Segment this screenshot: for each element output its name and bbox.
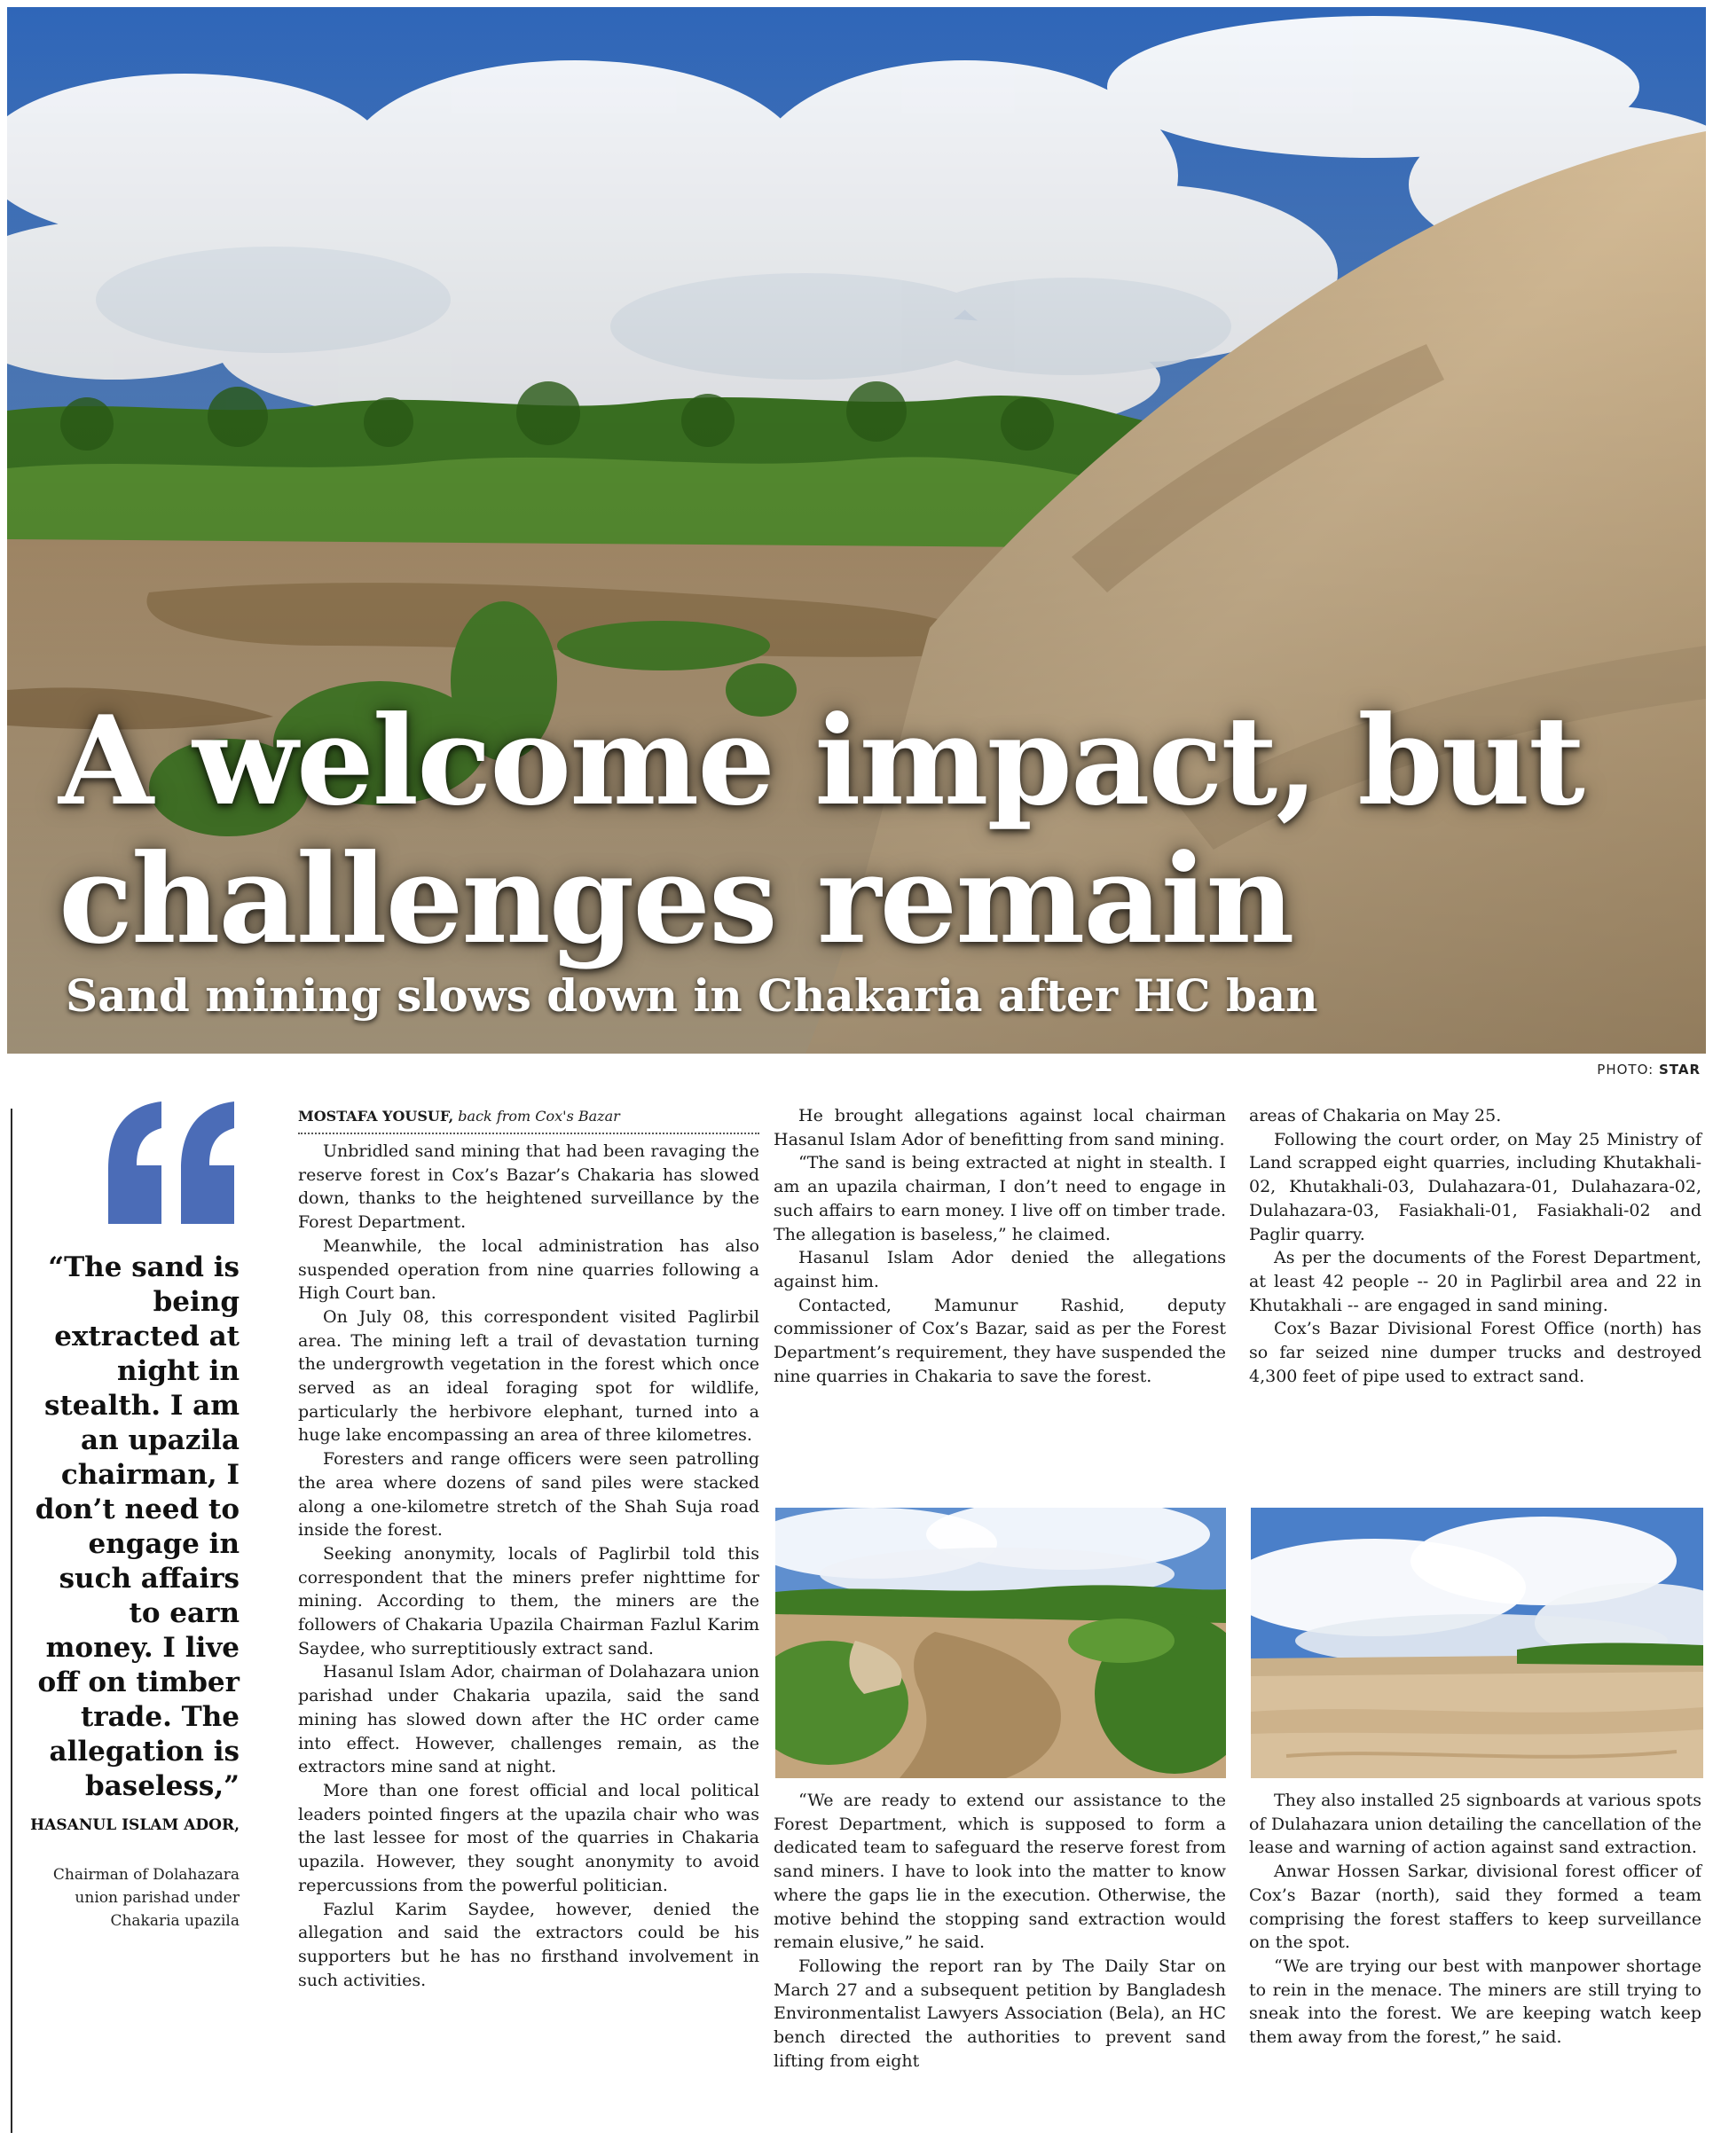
paragraph: He brought allegations against local chairman Hasanul Islam Ador of benefitting from sand mining. <box>774 1106 1226 1149</box>
paragraph: areas of Chakaria on May 25. <box>1249 1106 1502 1125</box>
article-column-3-top <box>1249 1104 1701 1388</box>
pull-quote-attribution-name: HASANUL ISLAM ADOR, <box>30 1816 240 1834</box>
paragraph: They also installed 25 signboards at various spots of Dulahazara union detailing the cancellation of the lease and warning of action against sand extraction. <box>1249 1791 1701 1858</box>
paragraph: Cox’s Bazar Divisional Forest Office (north) has so far seized nine dumper trucks and destroyed 4,300 feet of pipe used to extract sand. <box>1249 1319 1701 1386</box>
paragraph: Hasanul Islam Ador denied the allegations against him. <box>774 1248 1226 1291</box>
article-column-3-bottom <box>1249 1789 1701 2050</box>
paragraph: Unbridled sand mining that had been ravaging the reserve forest in Cox’s Bazar’s Chakaria has slowed down, thanks to the heightened surveillance by the Forest Department. <box>298 1141 759 1233</box>
paragraph: Following the report ran by The Daily Star on March 27 and a subsequent petition by Bangladesh Environmentalist Lawyers Association (Bela), an HC bench directed the authorities to prevent sand lifting from eight <box>774 1956 1226 2071</box>
paragraph: As per the documents of the Forest Department, at least 42 people -- 20 in Paglirbil area and 22 in Khutakhali -- are engaged in sand mining. <box>1249 1248 1701 1315</box>
paragraph: On July 08, this correspondent visited Paglirbil area. The mining left a trail of devastation turning the undergrowth vegetation in the forest which once served as an ideal foraging spot for wildlife, particularly the herbivore elephant, turned into a huge lake encompassing an area of three kilometres. <box>298 1306 759 1446</box>
article-column-2-bottom <box>774 1789 1226 2073</box>
paragraph: Meanwhile, the local administration has also suspended operation from nine quarries following a High Court ban. <box>298 1235 759 1304</box>
pull-quote-attribution-title: Chairman of Dolahazara union parishad under Chakaria upazila <box>52 1866 240 1930</box>
pull-quote: “The sand is being extracted at night in stealth. I am an upazila chairman, I don’t need to engage in such affairs to earn money. I live off on timber trade. The allegation is baseless,” <box>35 1251 240 1802</box>
paragraph: Seeking anonymity, locals of Paglirbil told this correspondent that the miners prefer nighttime for mining. According to them, the miners are the followers of Chakaria Upazila Chairman Fazlul Karim Saydee, who surreptitiously extract sand. <box>298 1543 759 1658</box>
inset-photo-sand-flats-image <box>1251 1508 1703 1778</box>
inset-photo-quarry-lake <box>775 1508 1226 1778</box>
byline-place: back from Cox's Bazar <box>458 1108 620 1125</box>
hero-photo <box>7 7 1706 1054</box>
quote-column-rule <box>11 1109 12 2133</box>
paragraph: Hasanul Islam Ador, chairman of Dolahazara union parishad under Chakaria upazila, said the sand mining has slowed down after the HC order came into effect. However, challenges remain, as the extractors mine sand at night. <box>298 1662 759 1777</box>
photo-credit-label: PHOTO: <box>1597 1062 1654 1078</box>
paragraph: “We are ready to extend our assistance to the Forest Department, which is supposed to form a dedicated team to safeguard the reserve forest from sand miners. I have to look into the matter to know where the gaps lie in the execution. Otherwise, the motive behind the stopping sand extraction would remain elusive,” he said. <box>774 1791 1226 1953</box>
paragraph: More than one forest official and local political leaders pointed fingers at the upazila chair who was the last lessee for most of the quarries in Chakaria upazila. However, they sought anonymity to avoid repercussions from the powerful politician. <box>298 1780 759 1895</box>
subheadline: Sand mining slows down in Chakaria after HC ban <box>66 969 1318 1022</box>
byline-name: MOSTAFA YOUSUF, <box>298 1108 454 1125</box>
photo-credit-source: STAR <box>1658 1062 1701 1078</box>
paragraph: “The sand is being extracted at night in stealth. I am an upazila chairman, I don’t need to engage in such affairs to earn money. I live off on timber trade. The allegation is baseless,” he claimed. <box>774 1153 1226 1244</box>
headline-text: A welcome impact, but challenges remain <box>59 688 1583 971</box>
inset-photo-sand-flats <box>1251 1508 1703 1778</box>
paragraph: Fazlul Karim Saydee, however, denied the allegation and said the extractors could be his supporters but he has no firsthand involvement in such activities. <box>298 1899 759 1990</box>
paragraph: Following the court order, on May 25 Ministry of Land scrapped eight quarries, including Khutakhali-02, Khutakhali-03, Dulahazara-01, Dulahazara-02, Dulahazara-03, Fasiakhali-01, Fasiakhali-02 and Paglir quarry. <box>1249 1129 1701 1244</box>
headline <box>59 688 1706 971</box>
article-column-2-top <box>774 1104 1226 1388</box>
paragraph: “We are trying our best with manpower shortage to rein in the menace. The miners are still trying to sneak into the forest. We are keeping watch keep them away from the forest,” he said. <box>1249 1956 1701 2048</box>
article-column-1 <box>298 1140 759 1992</box>
paragraph: Foresters and range officers were seen patrolling the area where dozens of sand piles were stacked along a one-kilometre stretch of the Shah Suja road inside the forest. <box>298 1449 759 1541</box>
paragraph: Anwar Hossen Sarkar, divisional forest officer of Cox’s Bazar (north), said they formed a team comprising the forest staffers to keep surveillance on the spot. <box>1249 1862 1701 1953</box>
paragraph: Contacted, Mamunur Rashid, deputy commissioner of Cox’s Bazar, said as per the Forest Department’s requirement, they have suspended the nine quarries in Chakaria to save the forest. <box>774 1295 1226 1386</box>
byline <box>298 1108 759 1134</box>
photo-credit <box>1597 1062 1701 1078</box>
inset-photo-quarry-lake-image <box>775 1508 1226 1778</box>
quote-mark-icon <box>99 1100 241 1233</box>
